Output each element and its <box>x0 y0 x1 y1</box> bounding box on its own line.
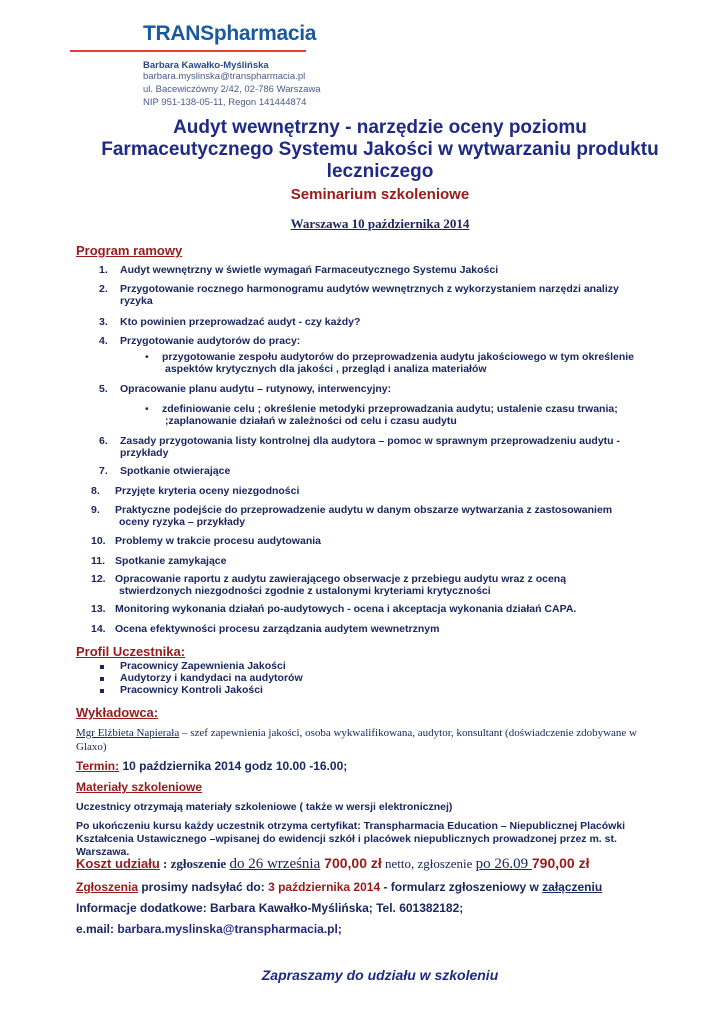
profile-item: Pracownicy Kontroli Jakości <box>120 684 263 696</box>
lecturer-desc-1: – szef zapewnienia jakości, osoba wykwalifikowana, audytor, konsultant (doświadczenie zdobywane w <box>179 727 637 739</box>
program-item-number: 5. <box>99 383 108 395</box>
email-line <box>76 922 342 936</box>
email-link[interactable]: barbara.myslinska@transpharmacia.pl <box>117 922 338 936</box>
program-item-text: Monitoring wykonania działań po-audytowych - ocena i akceptacja wykonania działań CAPA. <box>115 603 577 615</box>
term-label: Termin: <box>76 759 120 773</box>
lecturer-name: Mgr Elżbieta Napierała <box>76 727 180 739</box>
program-item-text: Kto powinien przeprowadzać audyt - czy każdy? <box>120 316 361 328</box>
contact-name: Barbara Kawałko-Myślińska <box>143 60 269 71</box>
program-item-number: 13. <box>91 603 106 615</box>
document-subtitle: Seminarium szkoleniowe <box>290 186 470 203</box>
program-item-text: Praktyczne podejście do przeprowadzenie audytu w danym obszarze wytwarzania z zastosowaniem <box>115 504 613 516</box>
program-item-text: Spotkanie otwierające <box>120 465 231 477</box>
program-item-number: 1. <box>99 264 108 276</box>
program-item-number: 14. <box>91 623 106 635</box>
certificate-line-3: Warszawa. <box>76 846 130 858</box>
title-line-3: leczniczego <box>326 161 434 182</box>
program-item-text: Audyt wewnętrzny w świetle wymagań Farmaceutycznego Systemu Jakości <box>120 264 499 276</box>
cost-deadline-2: po 26.09 <box>475 856 532 872</box>
program-item-text-continued: przykłady <box>120 447 169 459</box>
registration-line <box>76 880 602 894</box>
program-item-text-continued: stwierdzonych niezgodności zgodnie z ustalonymi kryteriami krytyczności <box>119 585 491 597</box>
program-item-number: 3. <box>99 316 108 328</box>
cost-prefix-2: netto, zgłoszenie <box>381 856 476 871</box>
term-value: 10 października 2014 godz 10.00 -16.00; <box>119 759 348 773</box>
logo-divider <box>70 50 306 52</box>
attachment-link[interactable]: załączeniu <box>542 880 603 894</box>
program-item-number: 4. <box>99 335 108 347</box>
cost-label: Koszt udziału <box>76 856 160 871</box>
bullet-icon <box>100 689 104 693</box>
program-item-text: zdefiniowanie celu ; określenie metodyki przeprowadzania audytu; ustalenie czasu trwania; <box>162 403 618 415</box>
cost-line <box>76 855 589 873</box>
certificate-line-2: Kształcenia Ustawicznego –wpisanej do ewidencji szkół i placówek niepublicznych prowadzonej przez m. st. <box>76 833 617 845</box>
contact-nip: NIP 951-138-05-11, Regon 141444874 <box>143 97 307 108</box>
materials-text: Uczestnicy otrzymają materiały szkoleniowe ( także w wersji elektronicznej) <box>76 801 453 813</box>
program-item-number: 8. <box>91 485 100 497</box>
program-item-text: Przyjęte kryteria oceny niezgodności <box>115 485 300 497</box>
lecturer-description <box>76 726 676 754</box>
bullet-icon: • <box>145 351 149 363</box>
title-line-1: Audyt wewnętrzny - narzędzie oceny poziomu <box>173 117 587 138</box>
email-label: e.mail: <box>76 922 118 936</box>
program-item-text: Przygotowanie audytorów do pracy: <box>120 335 301 347</box>
term-line <box>76 759 347 773</box>
title-line-2: Farmaceutycznego Systemu Jakości w wytwarzaniu produktu <box>101 139 659 160</box>
certificate-text <box>76 820 696 859</box>
program-item-text: Spotkanie zamykające <box>115 555 227 567</box>
cost-value-1: 700,00 zł <box>320 855 382 871</box>
program-item-text-continued: ryzyka <box>120 295 153 307</box>
event-date: Warszawa 10 października 2014 <box>290 216 470 231</box>
program-item-number: 2. <box>99 283 108 295</box>
lecturer-desc-2: Glaxo) <box>76 741 107 753</box>
program-item-text-continued: oceny ryzyka – przykłady <box>119 516 246 528</box>
program-item-number: 9. <box>91 504 100 516</box>
registration-prefix: prosimy nadsyłać do: <box>138 880 269 894</box>
registration-suffix: - formularz zgłoszeniowy w <box>380 880 543 894</box>
cost-value-2: 790,00 zł <box>531 855 590 871</box>
program-item-text: Opracowanie raportu z audytu zawierającego obserwacje z przebiegu audytu wraz z oceną <box>115 573 567 585</box>
registration-label: Zgłoszenia <box>76 880 139 894</box>
cost-deadline-1: do 26 września <box>229 856 321 872</box>
contact-address: ul. Bacewiczówny 2/42, 02-786 Warszawa <box>143 84 321 95</box>
program-item-number: 11. <box>91 555 106 567</box>
bullet-icon <box>100 677 104 681</box>
bullet-icon: • <box>145 403 149 415</box>
certificate-line-1: Po ukończeniu kursu każdy uczestnik otrzyma certyfikat: Transpharmacia Education – Niepublicznej Placówki <box>76 820 626 832</box>
program-item-text: przygotowanie zespołu audytorów do przeprowadzenia audytu jakościowego w tym określenie <box>162 351 635 363</box>
program-item-number: 6. <box>99 435 108 447</box>
profile-heading: Profil Uczestnika: <box>76 644 186 659</box>
program-item-text: Problemy w trakcie procesu audytowania <box>115 535 321 547</box>
closing-invitation: Zapraszamy do udziału w szkoleniu <box>261 967 499 983</box>
program-heading: Program ramowy <box>76 243 183 258</box>
contact-email: barbara.myslinska@transpharmacia.pl <box>143 71 306 82</box>
additional-info: Informacje dodatkowe: Barbara Kawałko-Myślińska; Tel. 601382182; <box>76 901 464 915</box>
program-item-text-continued: aspektów krytycznych dla jakości , przegląd i analiza materiałów <box>165 363 487 375</box>
program-item-number: 12. <box>91 573 106 585</box>
profile-item: Pracownicy Zapewnienia Jakości <box>120 660 286 672</box>
program-item-text: Przygotowanie rocznego harmonogramu audytów wewnętrznych z wykorzystaniem narzędzi analizy <box>120 283 619 295</box>
bullet-icon <box>100 665 104 669</box>
lecturer-heading: Wykładowca: <box>76 705 159 720</box>
materials-heading: Materiały szkoleniowe <box>76 780 203 794</box>
program-item-number: 10. <box>91 535 106 547</box>
profile-item: Audytorzy i kandydaci na audytorów <box>120 672 303 684</box>
cost-prefix-1: : zgłoszenie <box>159 856 230 871</box>
program-item-text-continued: ;zaplanowanie działań w zależności od celu i czasu audytu <box>165 415 457 427</box>
company-logo: TRANSpharmacia <box>143 22 317 45</box>
email-suffix: ; <box>337 922 342 936</box>
registration-deadline: 3 października 2014 <box>268 880 381 894</box>
program-item-text: Zasady przygotowania listy kontrolnej dla audytora – pomoc w sprawnym przeprowadzeniu audytu - <box>120 435 621 447</box>
program-item-text: Opracowanie planu audytu – rutynowy, interwencyjny: <box>120 383 392 395</box>
program-item-text: Ocena efektywności procesu zarządzania audytem wewnetrznym <box>115 623 440 635</box>
document-title <box>60 117 700 183</box>
program-item-number: 7. <box>99 465 108 477</box>
